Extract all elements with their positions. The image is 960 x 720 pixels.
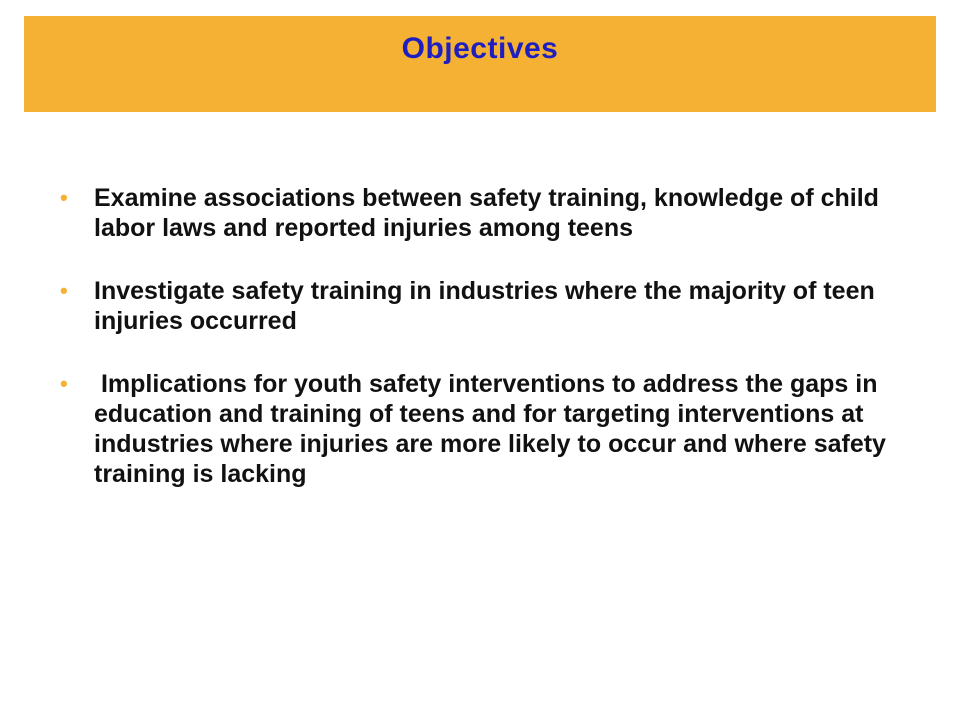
bullet-text: Examine associations between safety training, knowledge of child labor laws and reported injuries among teens (94, 184, 879, 242)
bullet-text: Investigate safety training in industries where the majority of teen injuries occurred (94, 277, 875, 335)
slide-title: Objectives (401, 32, 559, 65)
bullet-item (60, 276, 900, 336)
bullet-list (60, 183, 900, 522)
bullet-item (60, 369, 900, 489)
bullet-text: Implications for youth safety interventions to address the gaps in education and training of teens and for targeting interventions at industries where injuries are more likely to occur and where safety training is lacking (94, 370, 893, 488)
bullet-icon: • (60, 278, 68, 303)
bullet-icon: • (60, 185, 68, 210)
bullet-item (60, 183, 900, 243)
bullet-icon: • (60, 371, 68, 396)
title-bar (24, 16, 936, 112)
